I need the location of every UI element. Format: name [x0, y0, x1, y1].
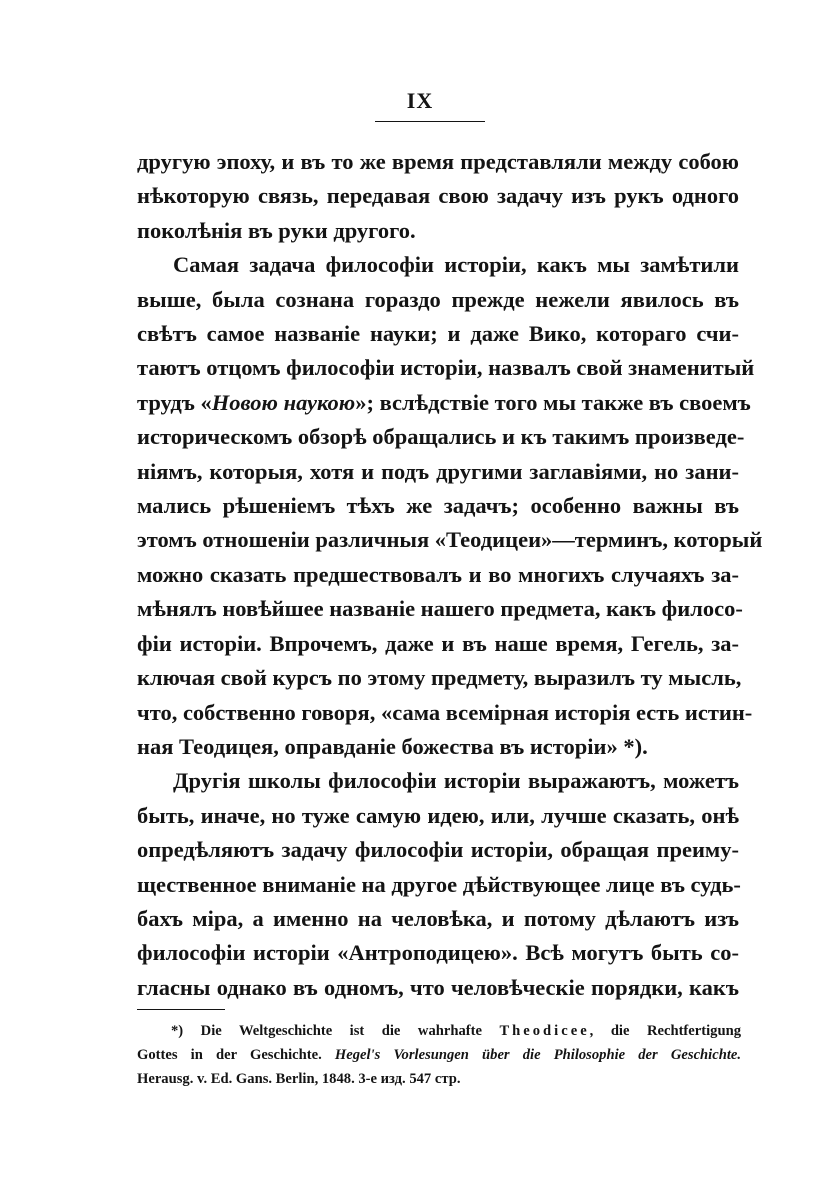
text-line: таютъ отцомъ философіи исторіи, назвалъ свой знаменитый — [137, 355, 755, 381]
text-line: мались рѣшеніемъ тѣхъ же задачъ; особенно важны въ — [137, 493, 739, 519]
body-text — [137, 145, 763, 1005]
text-line: что, собственно говоря, «сама всемірная исторія есть истин- — [137, 699, 753, 725]
text-line: поколѣнія въ руки другого. — [137, 217, 416, 243]
footnote-line: Herausg. v. Ed. Gans. Berlin, 1848. 3-е изд. 547 стр. — [137, 1071, 461, 1087]
text-line: ніямъ, которыя, хотя и подъ другими заглавіями, но зани- — [137, 458, 739, 484]
text-line: можно сказать предшествовалъ и во многихъ случаяхъ за- — [137, 561, 739, 587]
text-run: Gottes in der Geschichte. — [137, 1047, 335, 1063]
book-title: Hegel's Vorlesungen über die Philosophie der Geschichte. — [334, 1047, 741, 1063]
text-line: свѣтъ самое названіе науки; и даже Вико, котораго счи- — [137, 321, 739, 347]
footnote-rule — [137, 1009, 225, 1010]
text-line: историческомъ обзорѣ обращались и къ такимъ произведе- — [137, 424, 745, 450]
text-line: этомъ отношеніи различныя «Теодицеи»—терминъ, который — [137, 527, 763, 553]
text-line: философіи исторіи «Антроподицею». Всѣ могутъ быть со- — [137, 940, 739, 966]
text-line: Другія школы философіи исторіи выражаютъ, можетъ — [173, 768, 739, 794]
text-line: бахъ міра, а именно на человѣка, и потому дѣлаютъ изъ — [137, 905, 739, 931]
text-run: , die Rechtfertigung — [589, 1023, 741, 1039]
text-line: опредѣляютъ задачу философіи исторіи, обращая преиму- — [137, 837, 739, 863]
footnote — [137, 1019, 741, 1091]
text-run: *) Die Weltgeschichte ist die wahrhafte — [171, 1023, 500, 1039]
text-run: трудъ « — [137, 389, 212, 415]
text-line: быть, иначе, но туже самую идею, или, лучше сказать, онѣ — [137, 802, 739, 828]
text-line: гласны однако въ одномъ, что человѣческіе порядки, какъ — [137, 974, 739, 1000]
text-line: щественное вниманіе на другое дѣйствующее лице въ судь- — [137, 871, 741, 897]
text-line: нѣкоторую связь, передавая свою задачу изъ рукъ одного — [137, 183, 739, 209]
footnote-line — [137, 1043, 741, 1067]
text-line — [137, 386, 751, 420]
spaced-word: Theodicee — [499, 1023, 590, 1039]
paragraph-1 — [137, 145, 739, 248]
text-line: другую эпоху, и въ то же время представляли между собою — [137, 149, 739, 174]
footnote-line — [137, 1019, 741, 1043]
text-line: выше, была сознана гораздо прежде нежели явилось въ — [137, 286, 739, 312]
text-line: Самая задача философіи исторіи, какъ мы замѣтили — [173, 252, 739, 278]
text-line: ная Теодицея, оправданіе божества въ исторіи» *). — [137, 733, 648, 759]
paragraph-3 — [137, 764, 739, 1005]
paragraph-2 — [137, 248, 763, 764]
page-number: IX — [406, 88, 434, 113]
book-title: Новою наукою — [211, 389, 356, 415]
text-line: мѣнялъ новѣйшее названіе нашего предмета, какъ филосо- — [137, 596, 743, 622]
page-number-rule — [375, 121, 485, 122]
text-line: ключая свой курсъ по этому предмету, выразилъ ту мысль, — [137, 665, 742, 691]
text-run: »; вслѣдствіе того мы также въ своемъ — [355, 389, 751, 415]
text-line: фіи исторіи. Впрочемъ, даже и въ наше время, Гегель, за- — [137, 630, 739, 656]
